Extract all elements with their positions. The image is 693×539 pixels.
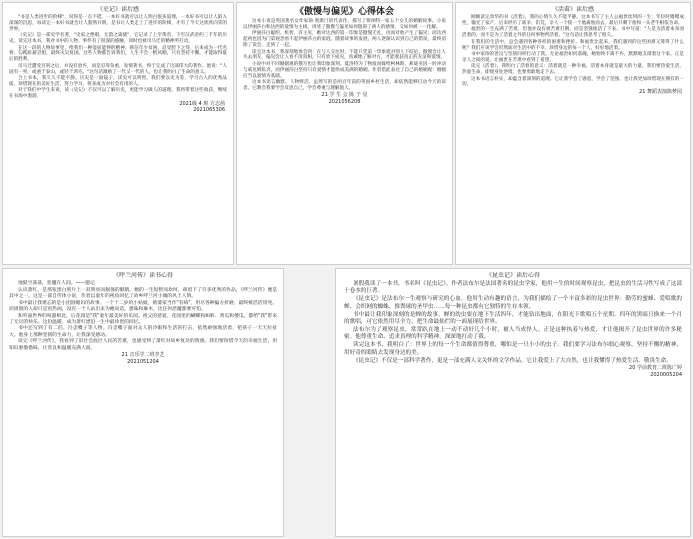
paragraph: 刚刚读完余华的书《活着》，我的心情久久不能平静。这本书写了主人公福贵坎坷的一生：年轻时嗜赌成性，输光了家产，后来经历了战争、饥荒，亲人一个接一个地离他而去，最后只剩下他和一头老牛相依为命。 bbox=[462, 15, 684, 26]
paragraph: 书中最让我印象深刻的是蝉的故事。蝉的幼虫要在地下生活四年，才能钻出地面，在阳光下歌唱五个星期。四年的黑暗只换来一个月的歌唱，可它依然用尽全力，把生命最灿烂的一面展现给世界。 bbox=[344, 311, 682, 326]
essay-sheet-hulanhe bbox=[2, 268, 284, 537]
essay-title: 《傲慢与偏见》心得体会 bbox=[294, 7, 394, 17]
paragraph: 这本书语言幽默、人物鲜活，虽然写的是两百年前的英国乡村生活，却依然能够打动今天的读者。它教会我要学会反思自己，学会尊重与理解他人。 bbox=[243, 80, 446, 91]
author-signature: 21 学 生 会 陈 子 星 bbox=[321, 92, 368, 99]
paragraph: 福贵的一生充满了苦难，但他并没有被苦难打倒，而是坚强地活了下来。书中写道："人是为活着本身而活着的，而不是为了活着之外的任何事物所活着。"这句话让我思考了很久。 bbox=[462, 27, 684, 39]
essay-sheet-huozhe bbox=[455, 2, 691, 265]
paragraph: 在这一段的人物故事里，给我们一种能屈能伸的精神。韩信年少贫困，忍受胯下之辱，后来成为一代名将；勾践卧薪尝胆，最终灭吴复国。这些人物都告诉我们，人生不会一帆风顺，只有坚持不懈，才能取得最后的胜利。 bbox=[9, 45, 227, 63]
essay-sheet-pride-prejudice bbox=[236, 2, 453, 265]
essay-sheet-shiji bbox=[2, 2, 234, 265]
paragraph: 地狱空荡荡，恶魔在人间。——题记 bbox=[18, 281, 95, 286]
paragraph: 书中家珍的善良与坚韧同样打动了我。无论福贵如何落魄，她始终不离不弃，默默地支撑着这个家。正是亲人之间的爱，让福贵在苦难中看到了希望。 bbox=[462, 51, 684, 63]
paragraph: 对于我们中学生来说，读《史记》不仅可以了解历史，更能学习做人的道理。我将带着这些收获，继续在书海中遨游。 bbox=[9, 88, 227, 100]
essay-title: 《史记》读后感 bbox=[96, 6, 139, 13]
essay-body bbox=[336, 281, 690, 365]
paragraph: 读完这本书，我明白了：世界上的每一个生命都值得尊重，哪怕是一只小小的虫子。我们要学习法布尔细心观察、坚持不懈的精神，用好奇的眼睛去发现身边的美。 bbox=[344, 342, 682, 356]
paragraph: 认识萧红，是那张黑白照片上一双明亮而倔强的眼睛。她的一生短暂而坎坷，却留下了许多优秀的作品，《呼兰河传》便是其中之一。这是一部自传体小说，作者以童年的视角回忆了故乡呼兰河小城的风土人情。 bbox=[9, 287, 277, 299]
paragraph: 《昆虫记》不仅是一部科学著作，更是一部充满人文关怀的文学作品。它让我爱上了大自然，也让我懂得了热爱生活、敬畏生命。 bbox=[353, 357, 672, 364]
author-signature: 20 学前教育二班陈广婷 bbox=[629, 365, 682, 372]
paragraph: 暑假我读了一本书，书名叫《昆虫记》。作者法布尔是法国著名的昆虫学家，他用一生的时间观察昆虫，把昆虫的生活习性写成了这部十卷本的巨著。 bbox=[344, 281, 682, 295]
essay-body bbox=[237, 19, 452, 92]
essay-body bbox=[3, 15, 233, 100]
paragraph: 司马迁遭受宫刑之后，并没有放弃，而是忍辱负重，发愤著书，终于完成了这部伟大的著作。他说："人固有一死，或重于泰山，或轻于鸿毛。"这句话激励了一代又一代的人，也让我明白了生命的意义。 bbox=[9, 63, 227, 75]
paragraph: 小说中对不同婚姻观的描写也让我印象深刻。夏洛特为了物质而嫁给柯林斯，莉迪亚因一时冲动与威克姆私奔，而伊丽莎白坚持只有爱情才能组成美满的婚姻。作者借此表达了自己的婚姻观：婚姻应当以爱情为基础。 bbox=[243, 61, 446, 79]
essay-title: 《活着》读后感 bbox=[551, 6, 594, 13]
paragraph: 法布尔为了观察昆虫，常常趴在地上一动不动好几个小时，被人当成怪人。正是这种执着与热爱，才让他揭开了昆虫世界的许多秘密。他尊重生命、追求真理的科学精神，深深地打动了我。 bbox=[344, 326, 682, 341]
student-id: 2021051204 bbox=[127, 358, 159, 365]
author-signature: 2021级 4 班 方志茜 bbox=[179, 100, 225, 107]
essay-body bbox=[3, 281, 283, 352]
paragraph: "书是人类进步的阶梯"，说得是一点不错。一本好书就可以让人明白很多道理。一本好书可以让人陷入深深的沉思，每读完一本好书就会让人豁然开朗，是书让人类走上了进步的阶梯，才有了今天这欣欣向荣的世界。 bbox=[9, 15, 227, 32]
paragraph: 书中最让我难忘的是小团圆媳妇的故事。一个十二岁的小姑娘，被婆家当作"有病"，用尽各种偏方折磨，最终被活活烫死。而周围的人却只是看热闹，没有一个人站出来为她说话。愚昧和麻木，比任何恶魔都要可怕。 bbox=[9, 300, 277, 312]
paragraph: 合上书本，我久久不能平静。历史是一面镜子，读史可以明智。我们要以史为鉴，学习古人的优秀品质，珍惜现在的美好生活，努力学习，将来成为对社会有用的人。 bbox=[9, 76, 227, 87]
author-signature: 21 音乐学二班李艺 bbox=[121, 352, 165, 359]
paragraph: 这本书语言朴实，却蕴含着深刻的道理。它让我学会了感恩，学会了坚强，也让我更加珍惜现在拥有的一切。 bbox=[462, 76, 684, 88]
paragraph: 读完《呼兰河传》，我看到了旧社会底层人民的苦难，也感受到了萧红对故乡复杂的情感。我们要珍惜今天的幸福生活，用知识驱散愚昧，让善良和温暖充满人间。 bbox=[9, 339, 277, 351]
essay-title: 《昆虫记》读后心得 bbox=[485, 272, 540, 279]
essay-title: 《呼兰河传》读书心得 bbox=[112, 272, 173, 279]
student-id: 2021056208 bbox=[328, 98, 361, 105]
essay-body bbox=[456, 15, 690, 88]
paragraph: 《昆虫记》是法布尔一生观察与研究的心血。他用生动有趣的语言，为我们描绘了一个丰富多彩的昆虫世界：勤劳的蜜蜂、爱唱歌的蝉、会织网的蜘蛛、推粪球的圣甲虫……每一种昆虫都有它独特的生存本领。 bbox=[344, 296, 682, 310]
student-id: 2020005204 bbox=[650, 371, 682, 378]
paragraph: 这本小说是英国著名女作家简·奥斯汀的代表作，描写了班纳特一家五个女儿的婚姻故事。小说以伊丽莎白和达西的爱情为主线，讲述了傲慢与偏见如何阻碍了两人的感情，又如何被一一化解。 bbox=[243, 19, 446, 30]
paragraph: 《史记》是一部史学名著，"史家之绝唱，无韵之离骚"，它记录了上至黄帝、下至汉武帝约三千年的历史。读完这本书，我对书中的人物、事件有了很深的感触，同时也被司马迁的精神所打动。 bbox=[9, 33, 227, 45]
author-signature: 21 舞蹈表演陈梦园 bbox=[639, 88, 682, 95]
paragraph: 读完《活着》，我明白了活着的意义：活着就是一种幸福，活着本身就是最大的力量。我们要热爱生活，热爱生命，即使身处逆境，也要勇敢地走下去。 bbox=[462, 64, 684, 76]
paragraph: 书中还写到了有二伯、冯歪嘴子等人物。冯歪嘴子面对众人的冷眼和生活的打击，依然顽强地活着，把孩子一天天拉扯大。他身上那种坚韧的生命力，让我深受感动。 bbox=[9, 326, 277, 338]
paragraph: 在我们的生活中，总会遇到各种各样的困难和挫折。和福贵比起来，我们遇到的这些困难又算得了什么呢？我们应该学会坦然面对生活中的不幸，珍惜身边的每一个人，好好地活着。 bbox=[462, 39, 684, 51]
paragraph: 读完这本书，我深刻地体会到：在与人交往时，不能只凭第一印象就对别人下结论。傲慢会让人失去朋友，偏见会让人看不清真相。只有放下成见，真诚地了解对方，才能收获真正的友谊和爱情。 bbox=[243, 49, 446, 61]
paragraph: 伊丽莎白聪明、机智、有主见，她对达西的第一印象是傲慢无礼，因而对他产生了偏见；而达西起初也因为门第观念看不起伊丽莎白的家庭。随着故事的发展，两人逐渐认识到自己的错误，最终消除了误会，走到了一起。 bbox=[243, 31, 446, 49]
paragraph: 和外面世界的喧嚣相比，后花园是"我"童年最美好的乐园。祖父的慈爱、花园里的蝴蝶和蚂蚱、黄瓜和倭瓜，都给"我"带来了无尽的快乐。这份温暖，成为萧红漂泊一生中最珍贵的回忆。 bbox=[9, 313, 277, 325]
student-id: 2021065306 bbox=[193, 107, 225, 114]
essay-sheet-kunchongji bbox=[335, 268, 691, 537]
